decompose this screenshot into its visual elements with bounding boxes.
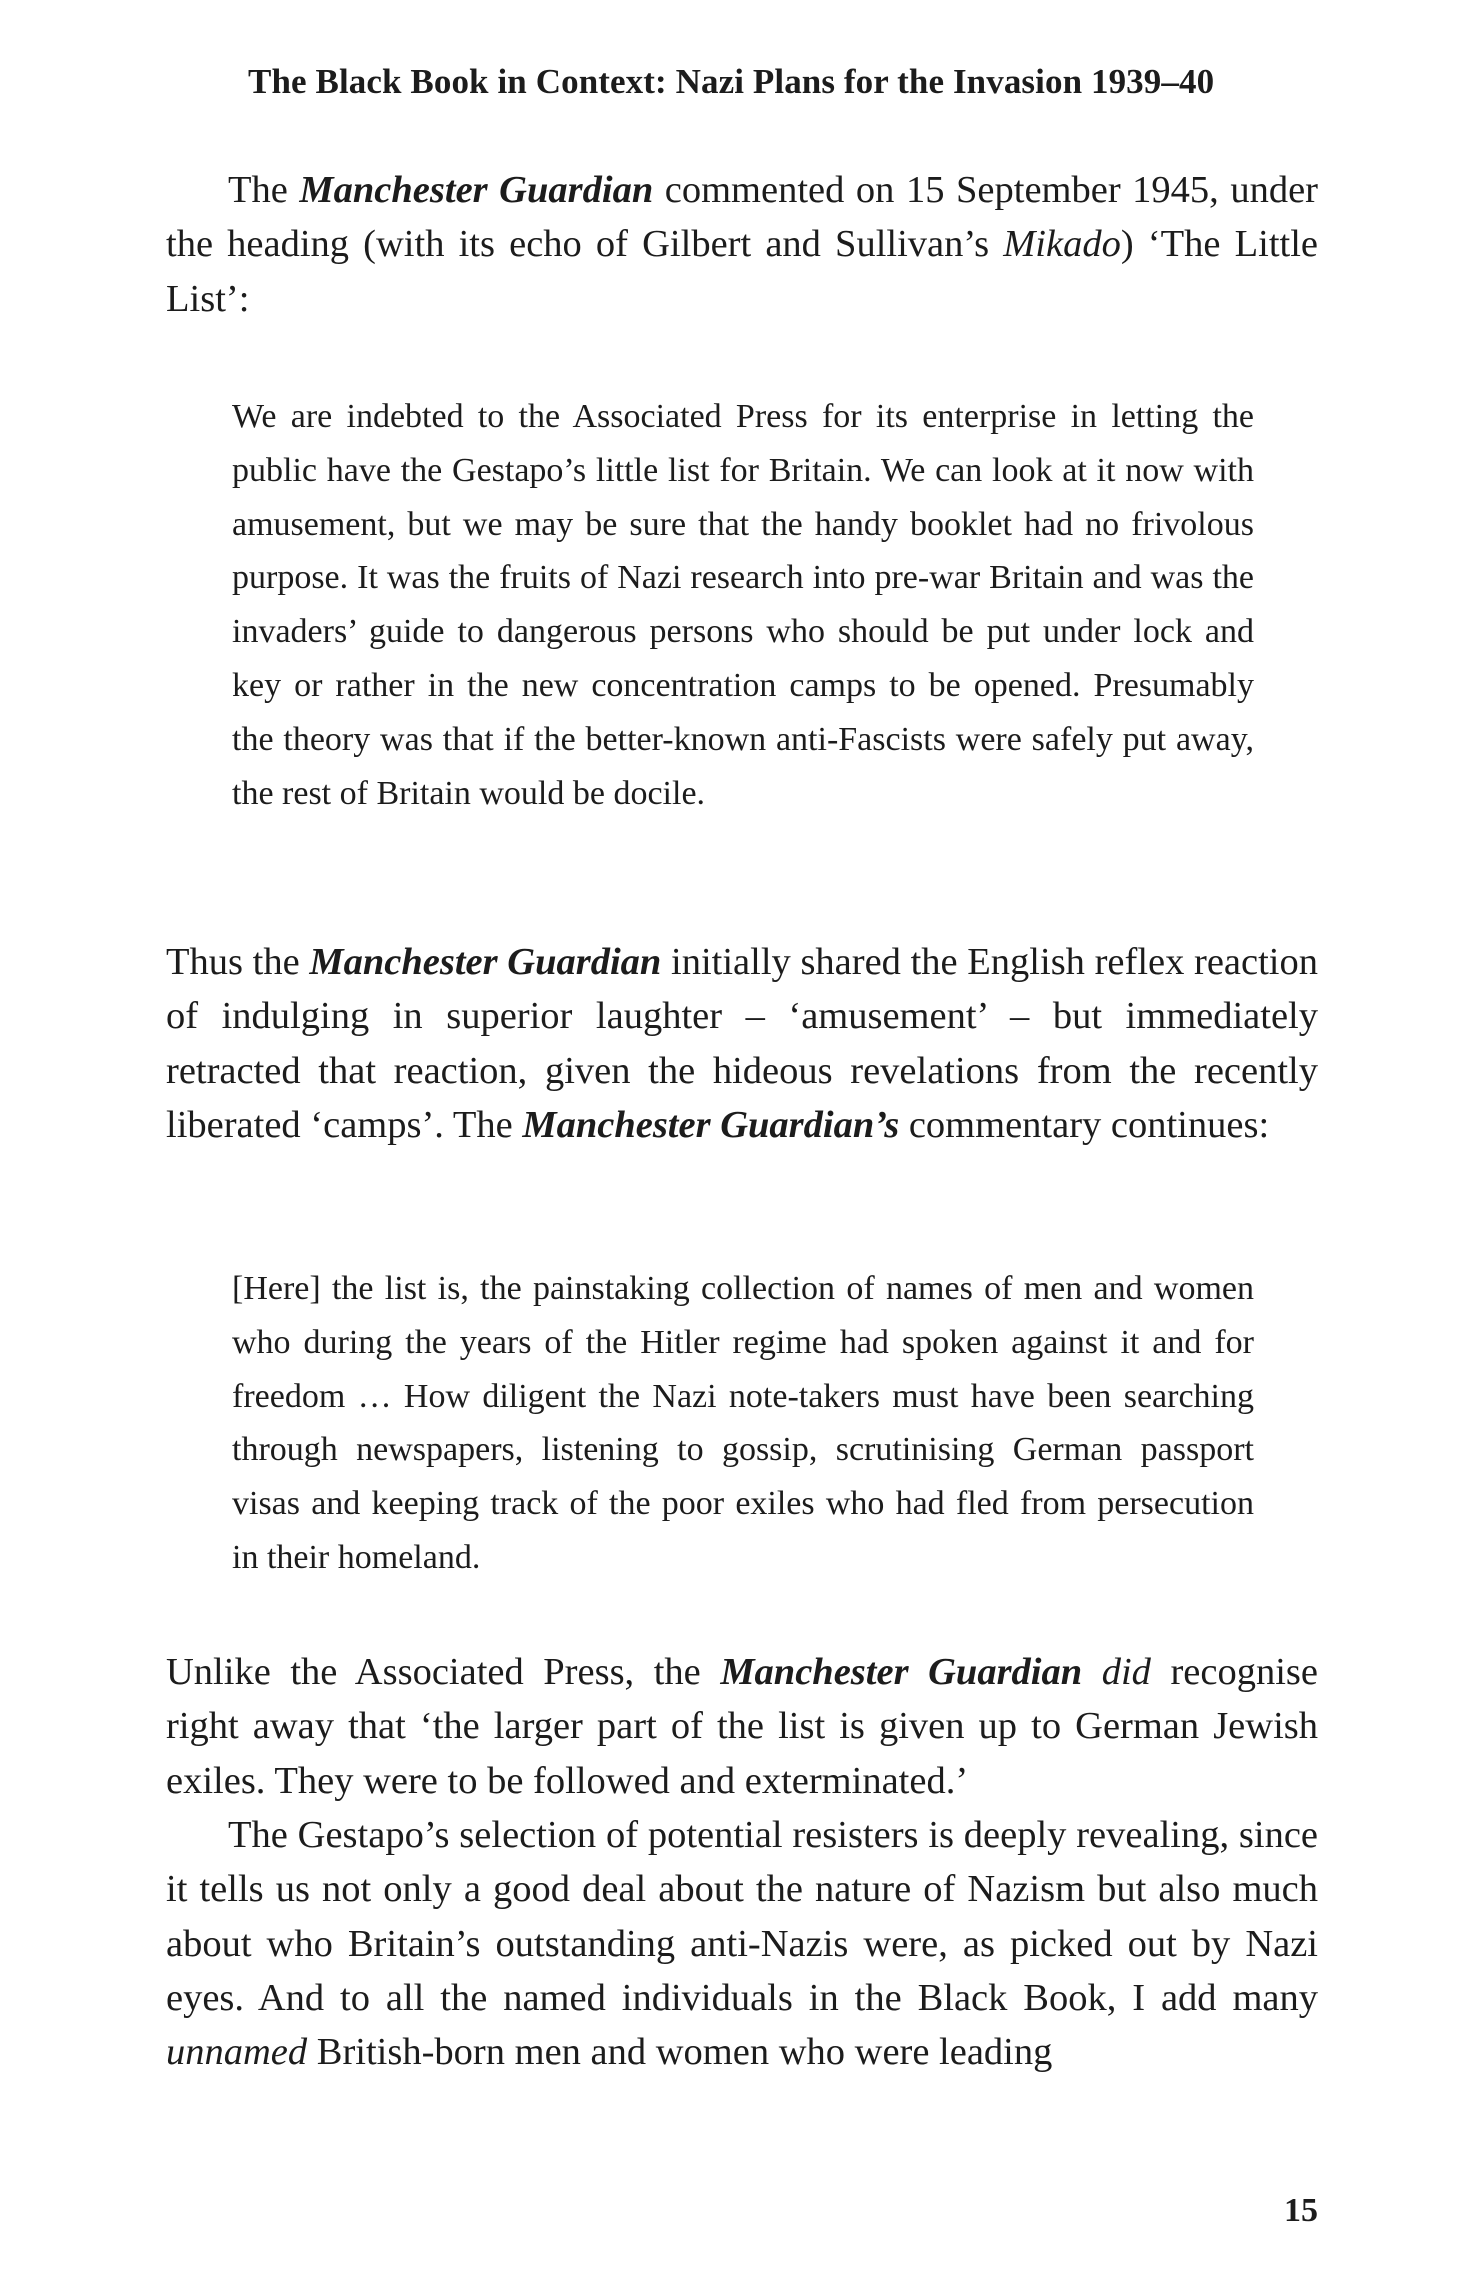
emphasis: did xyxy=(1101,1651,1151,1693)
text-span: Thus the xyxy=(166,941,310,983)
emphasis: unnamed xyxy=(166,2031,308,2074)
text-span: British-born men and women who were leading xyxy=(307,2031,1053,2074)
newspaper-title: Manchester Guardian xyxy=(299,169,654,211)
text-span: The xyxy=(228,169,300,211)
text-span: ) ‘The Little List’: xyxy=(166,223,1318,320)
text-span: Unlike the Associated Press, the xyxy=(166,1651,721,1693)
newspaper-title: Manchester Guardian’s xyxy=(522,1103,900,1146)
block-quote-first: We are indebted to the Associated Press for its enterprise in letting the public have the Gestapo’s little list for Britain. We can look at it now with amusement, but we may be sure that the handy booklet had no frivolous purpose. It was the fruits of Nazi research into pre-war Britain and was the invaders’ guide to dangerous persons who should be put under lock and key or rather in the new concentration camps to be opened. Presumably the theory was that if the better-known anti-Fascists were safely put away, the rest of Britain would be docile. xyxy=(232,398,1254,812)
page-number: 15 xyxy=(1284,2192,1318,2229)
text-span xyxy=(1082,1651,1102,1693)
text-span: initially shared the English reflex reaction of indulging in superior laughter – ‘amusement’ – but immediately retracted that reaction, given the hideous revelations from the recently liberated ‘camps’. The xyxy=(166,941,1319,1146)
text-span: commented on 15 September 1945, under the heading (with its echo of Gilbert and Sullivan’s xyxy=(166,169,1318,266)
text-span: commentary continues: xyxy=(899,1103,1270,1146)
newspaper-title: Manchester Guardian xyxy=(720,1651,1083,1693)
running-head: The Black Book in Context: Nazi Plans for the Invasion 1939–40 xyxy=(248,62,1215,101)
paragraph-commentary xyxy=(166,935,1318,1152)
text-span: recognise right away that ‘the larger part of the list is given up to German Jewish exiles. They were to be followed and exterminated.’ xyxy=(166,1651,1319,1802)
block-quote-second: [Here] the list is, the painstaking collection of names of men and women who during the years of the Hitler regime had spoken against it and for freedom … How diligent the Nazi note-takers must have been searching through newspapers, listening to gossip, scrutinising German passport visas and keeping track of the poor exiles who had fled from persecution in their homeland. xyxy=(232,1270,1254,1576)
newspaper-title: Manchester Guardian xyxy=(309,941,662,983)
text-span: The Gestapo’s selection of potential resisters is deeply revealing, since it tells us not only a good deal about the nature of Nazism but also much about who Britain’s outstanding anti-Nazis were, as picked out by Nazi eyes. And to all the named individuals in the Black Book, I add many xyxy=(166,1814,1318,2019)
paragraph-selection xyxy=(166,1808,1318,2079)
work-title: Mikado xyxy=(1003,223,1121,266)
paragraph-unlike xyxy=(166,1645,1318,1808)
paragraph-intro xyxy=(166,163,1318,326)
